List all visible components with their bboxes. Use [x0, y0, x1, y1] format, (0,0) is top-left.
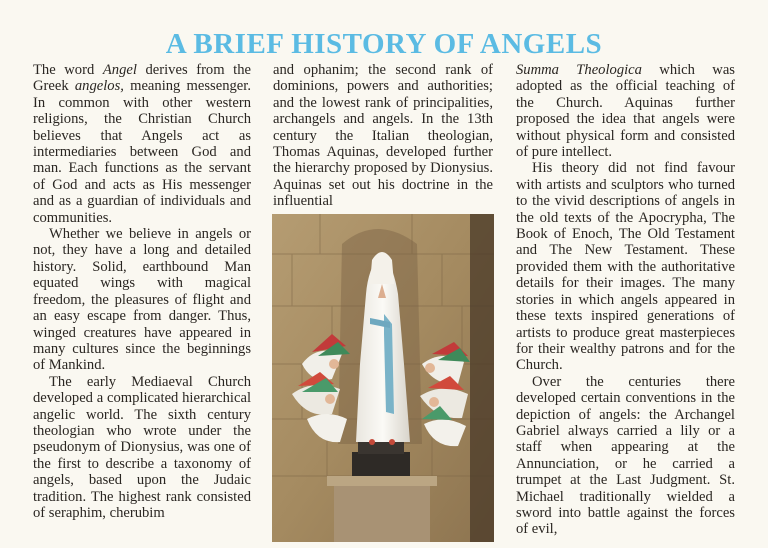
- term-angelos: angelos,: [74, 78, 124, 95]
- paragraph: Over the centuries there developed certain conventions in the depiction of angels: the Archangel Gabriel always carried a lily or a staff when appearing at the Annunciation, or he carried a trumpet at the Last Judgment. St. Michael traditionally wielded a sword into battle against the forces of evil,: [516, 373, 735, 538]
- text-column-3: [516, 62, 735, 538]
- paragraph: The early Mediaeval Church developed a complicated hierarchical angelic world. The sixth century theologian who wrote under the pseudonym of Dionysius, was one of the first to describe a taxonomy of angels, based upon the Judaic tradition. The highest rank consisted of seraphim, cherubim: [33, 373, 251, 521]
- text-column-2: [273, 62, 493, 210]
- paragraph: and ophanim; the second rank of dominions, powers and authorities; and the lowest rank of principalities, archangels and angels. In the 13th century the Italian theologian, Thomas Aquinas, developed further the hierarchy proposed by Dionysius. Aquinas set out his doctrine in the influential: [273, 62, 493, 210]
- paragraph: Summa Theologica which was adopted as the official teaching of the Church. Aquinas further proposed the idea that angels were without physical form and consisted of pure intellect.: [516, 62, 735, 161]
- paragraph: His theory did not find favour with artists and sculptors who turned to the vivid descriptions of angels in the old texts of the Apocrypha, The Book of Enoch, The Old Testament and The New Testament. These provided them with the authoritative details for their images. The many stories in which angels appeared in these texts inspired generations of artists to produce great masterpieces for their wealthy patrons and for the Church.: [516, 160, 735, 374]
- paragraph: Whether we believe in angels or not, they have a long and detailed history. Solid, earthbound Man equated wings with magical freedom, the pleasures of flight and an easy escape from danger. Thus, winged creatures have appeared in many cultures since the beginnings of Mankind.: [33, 226, 251, 374]
- term-summa-theologica: Summa Theologica: [516, 62, 642, 78]
- madonna-statue-photo: [272, 214, 494, 542]
- text-column-1: [33, 62, 251, 521]
- page-title: A BRIEF HISTORY OF ANGELS: [165, 28, 603, 60]
- paragraph: The word Angel derives from the Greek angelos, meaning messenger. In common with other western religions, the Christian Church believes that Angels act as intermediaries between God and man. Each functions as the servant of God and acts as His messenger and as a guardian of individuals and communities.: [33, 62, 251, 226]
- term-angel: Angel: [102, 62, 137, 78]
